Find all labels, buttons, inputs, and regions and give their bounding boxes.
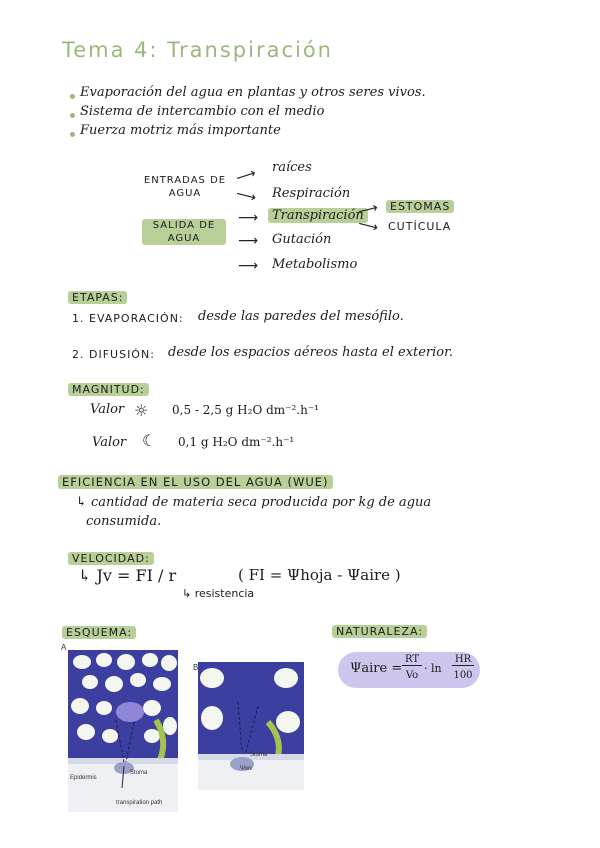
velocidad-heading: VELOCIDAD:: [68, 552, 154, 565]
wue-line-1: ↳ cantidad de materia seca producida por kg de agua: [76, 495, 432, 510]
wue-heading: EFICIENCIA EN EL USO DEL AGUA (WUE): [58, 475, 333, 489]
entradas-label: ENTRADAS DE AGUA: [143, 175, 227, 199]
formula-left: Ψaire =: [350, 661, 403, 676]
transpiration-path-label: transpiration path: [116, 800, 163, 806]
estomas-label: ESTOMAS: [386, 200, 454, 213]
page-title: Tema 4: Transpiración: [62, 38, 333, 62]
formula-100: 100: [453, 670, 473, 681]
arrow-icon: ⟶: [238, 210, 259, 226]
naturaleza-heading: NATURALEZA:: [332, 625, 427, 638]
epidermis-label: Epidermis: [70, 775, 97, 781]
bullet-dot: [70, 94, 75, 99]
bullet-dot: [70, 113, 75, 118]
fig-a-label: A: [61, 643, 67, 652]
moon-icon: ☾: [142, 431, 157, 450]
salida-transpiracion: Transpiración: [268, 208, 368, 223]
formula-rt: RT: [402, 654, 422, 666]
etapa-1-label: 1. EVAPORACIÓN:: [72, 312, 184, 325]
bullet-3: Fuerza motriz más importante: [80, 123, 281, 138]
magnitud-heading: MAGNITUD:: [68, 383, 149, 396]
formula-ln: · ln: [424, 662, 442, 675]
entrada-respiracion: Respiración: [272, 186, 351, 201]
velocidad-paren: ( FI = Ψhoja - Ψaire ): [238, 566, 401, 584]
arrow-icon: ⟶: [238, 258, 259, 274]
stoma-label: Stoma: [130, 770, 148, 776]
bullet-dot: [70, 132, 75, 137]
stoma-b-label: Stoma: [250, 752, 268, 758]
salida-metabolismo: Metabolismo: [272, 257, 358, 272]
resistencia-note: ↳ resistencia: [182, 587, 255, 600]
bullet-1: Evaporación del agua en plantas y otros seres vivos.: [80, 85, 426, 100]
salida-gutacion: Gutación: [272, 232, 332, 247]
magnitud-valor-noche-text: 0,1 g H₂O dm⁻².h⁻¹: [178, 435, 295, 449]
magnitud-valor-dia: Valor: [90, 402, 125, 417]
esquema-heading: ESQUEMA:: [62, 626, 136, 639]
wue-line-2: consumida.: [86, 514, 162, 529]
magnitud-valor-dia-text: 0,5 - 2,5 g H₂O dm⁻².h⁻¹: [172, 403, 319, 417]
formula-hr: HR: [452, 654, 474, 666]
cuticula-label: CUTÍCULA: [388, 220, 452, 233]
arrow-icon: ⟶: [356, 215, 380, 237]
arrow-icon: ⟶: [238, 233, 259, 249]
formula-vo: Vo: [405, 670, 419, 681]
arrow-icon: ⟶: [234, 165, 259, 187]
entrada-raices: raíces: [272, 160, 312, 175]
velocidad-formula: ↳ Jv = FI / r: [78, 566, 177, 585]
leaf-cross-section-a: [68, 650, 178, 812]
arrow-icon: ⟶: [356, 199, 380, 221]
fig-b-label: B: [193, 663, 199, 672]
etapa-2-text: desde los espacios aéreos hasta el exterior.: [168, 345, 454, 360]
sun-icon: ☼: [134, 401, 149, 420]
wwv-label: Ψwv: [240, 766, 253, 772]
arrow-icon: ⟶: [234, 185, 258, 207]
salida-label: SALIDA DE AGUA: [142, 219, 226, 245]
bullet-2: Sistema de intercambio con el medio: [80, 104, 325, 119]
etapas-heading: ETAPAS:: [68, 291, 127, 304]
etapa-1-text: desde las paredes del mesófilo.: [198, 309, 404, 324]
magnitud-valor-noche: Valor: [92, 435, 127, 450]
etapa-2-label: 2. DIFUSIÓN:: [72, 348, 155, 361]
